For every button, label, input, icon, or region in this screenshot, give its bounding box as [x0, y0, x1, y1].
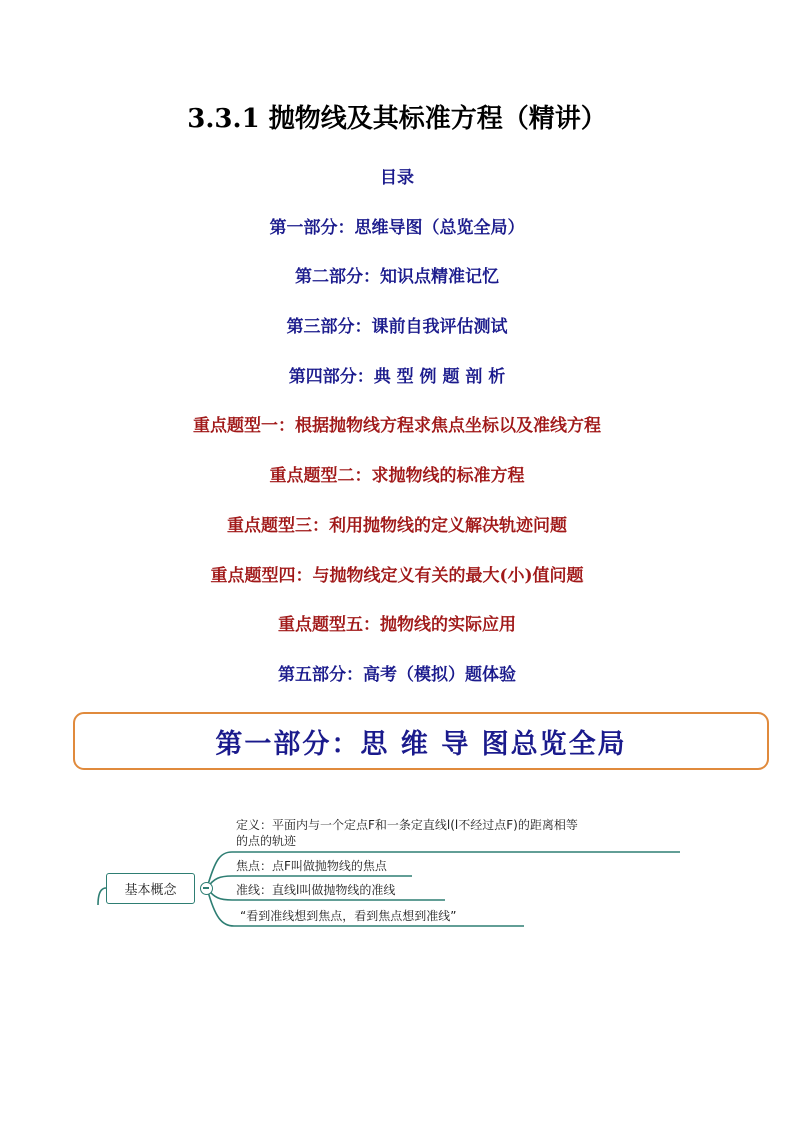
- toc-item-part2[interactable]: 第二部分：知识点精准记忆: [295, 267, 499, 288]
- mindmap-branch-focus: 焦点：点F叫做抛物线的焦点: [236, 859, 387, 873]
- definition-line-1: 定义：平面内与一个定点F和一条定直线l(l不经过点F)的距离相等: [236, 818, 578, 832]
- collapse-toggle-icon[interactable]: [200, 882, 213, 895]
- toc-item-type3[interactable]: 重点题型三：利用抛物线的定义解决轨迹问题: [227, 515, 567, 536]
- toc-item-part4[interactable]: 第四部分：典 型 例 题 剖 析: [288, 366, 506, 387]
- toc-item-type2[interactable]: 重点题型二：求抛物线的标准方程: [269, 466, 525, 487]
- mindmap-branch-tip: “看到准线想到焦点，看到焦点想到准线”: [240, 909, 457, 923]
- toc-item-part1[interactable]: 第一部分：思维导图（总览全局）: [269, 217, 525, 238]
- toc-item-part3[interactable]: 第三部分：课前自我评估测试: [286, 317, 508, 338]
- toc-item-part5[interactable]: 第五部分：高考（模拟）题体验: [278, 664, 516, 685]
- section-banner-text: 第一部分：思 维 导 图总览全局: [215, 728, 627, 760]
- definition-line-2: 的点的轨迹: [236, 834, 297, 848]
- toc-heading: 目录: [380, 168, 414, 188]
- root-left-stub: [98, 888, 106, 905]
- toc-item-type4[interactable]: 重点题型四：与抛物线定义有关的最大(小)值问题: [210, 565, 584, 586]
- document-title: 3.3.1 抛物线及其标准方程（精讲）: [187, 104, 607, 134]
- toc-item-type5[interactable]: 重点题型五：抛物线的实际应用: [278, 615, 516, 636]
- mindmap-branch-definition: [236, 817, 578, 849]
- mindmap-branch-directrix: 准线：直线l叫做抛物线的准线: [236, 883, 396, 897]
- toc-item-type1[interactable]: 重点题型一：根据抛物线方程求焦点坐标以及准线方程: [193, 416, 601, 437]
- mindmap-root-node[interactable]: 基本概念: [106, 873, 195, 904]
